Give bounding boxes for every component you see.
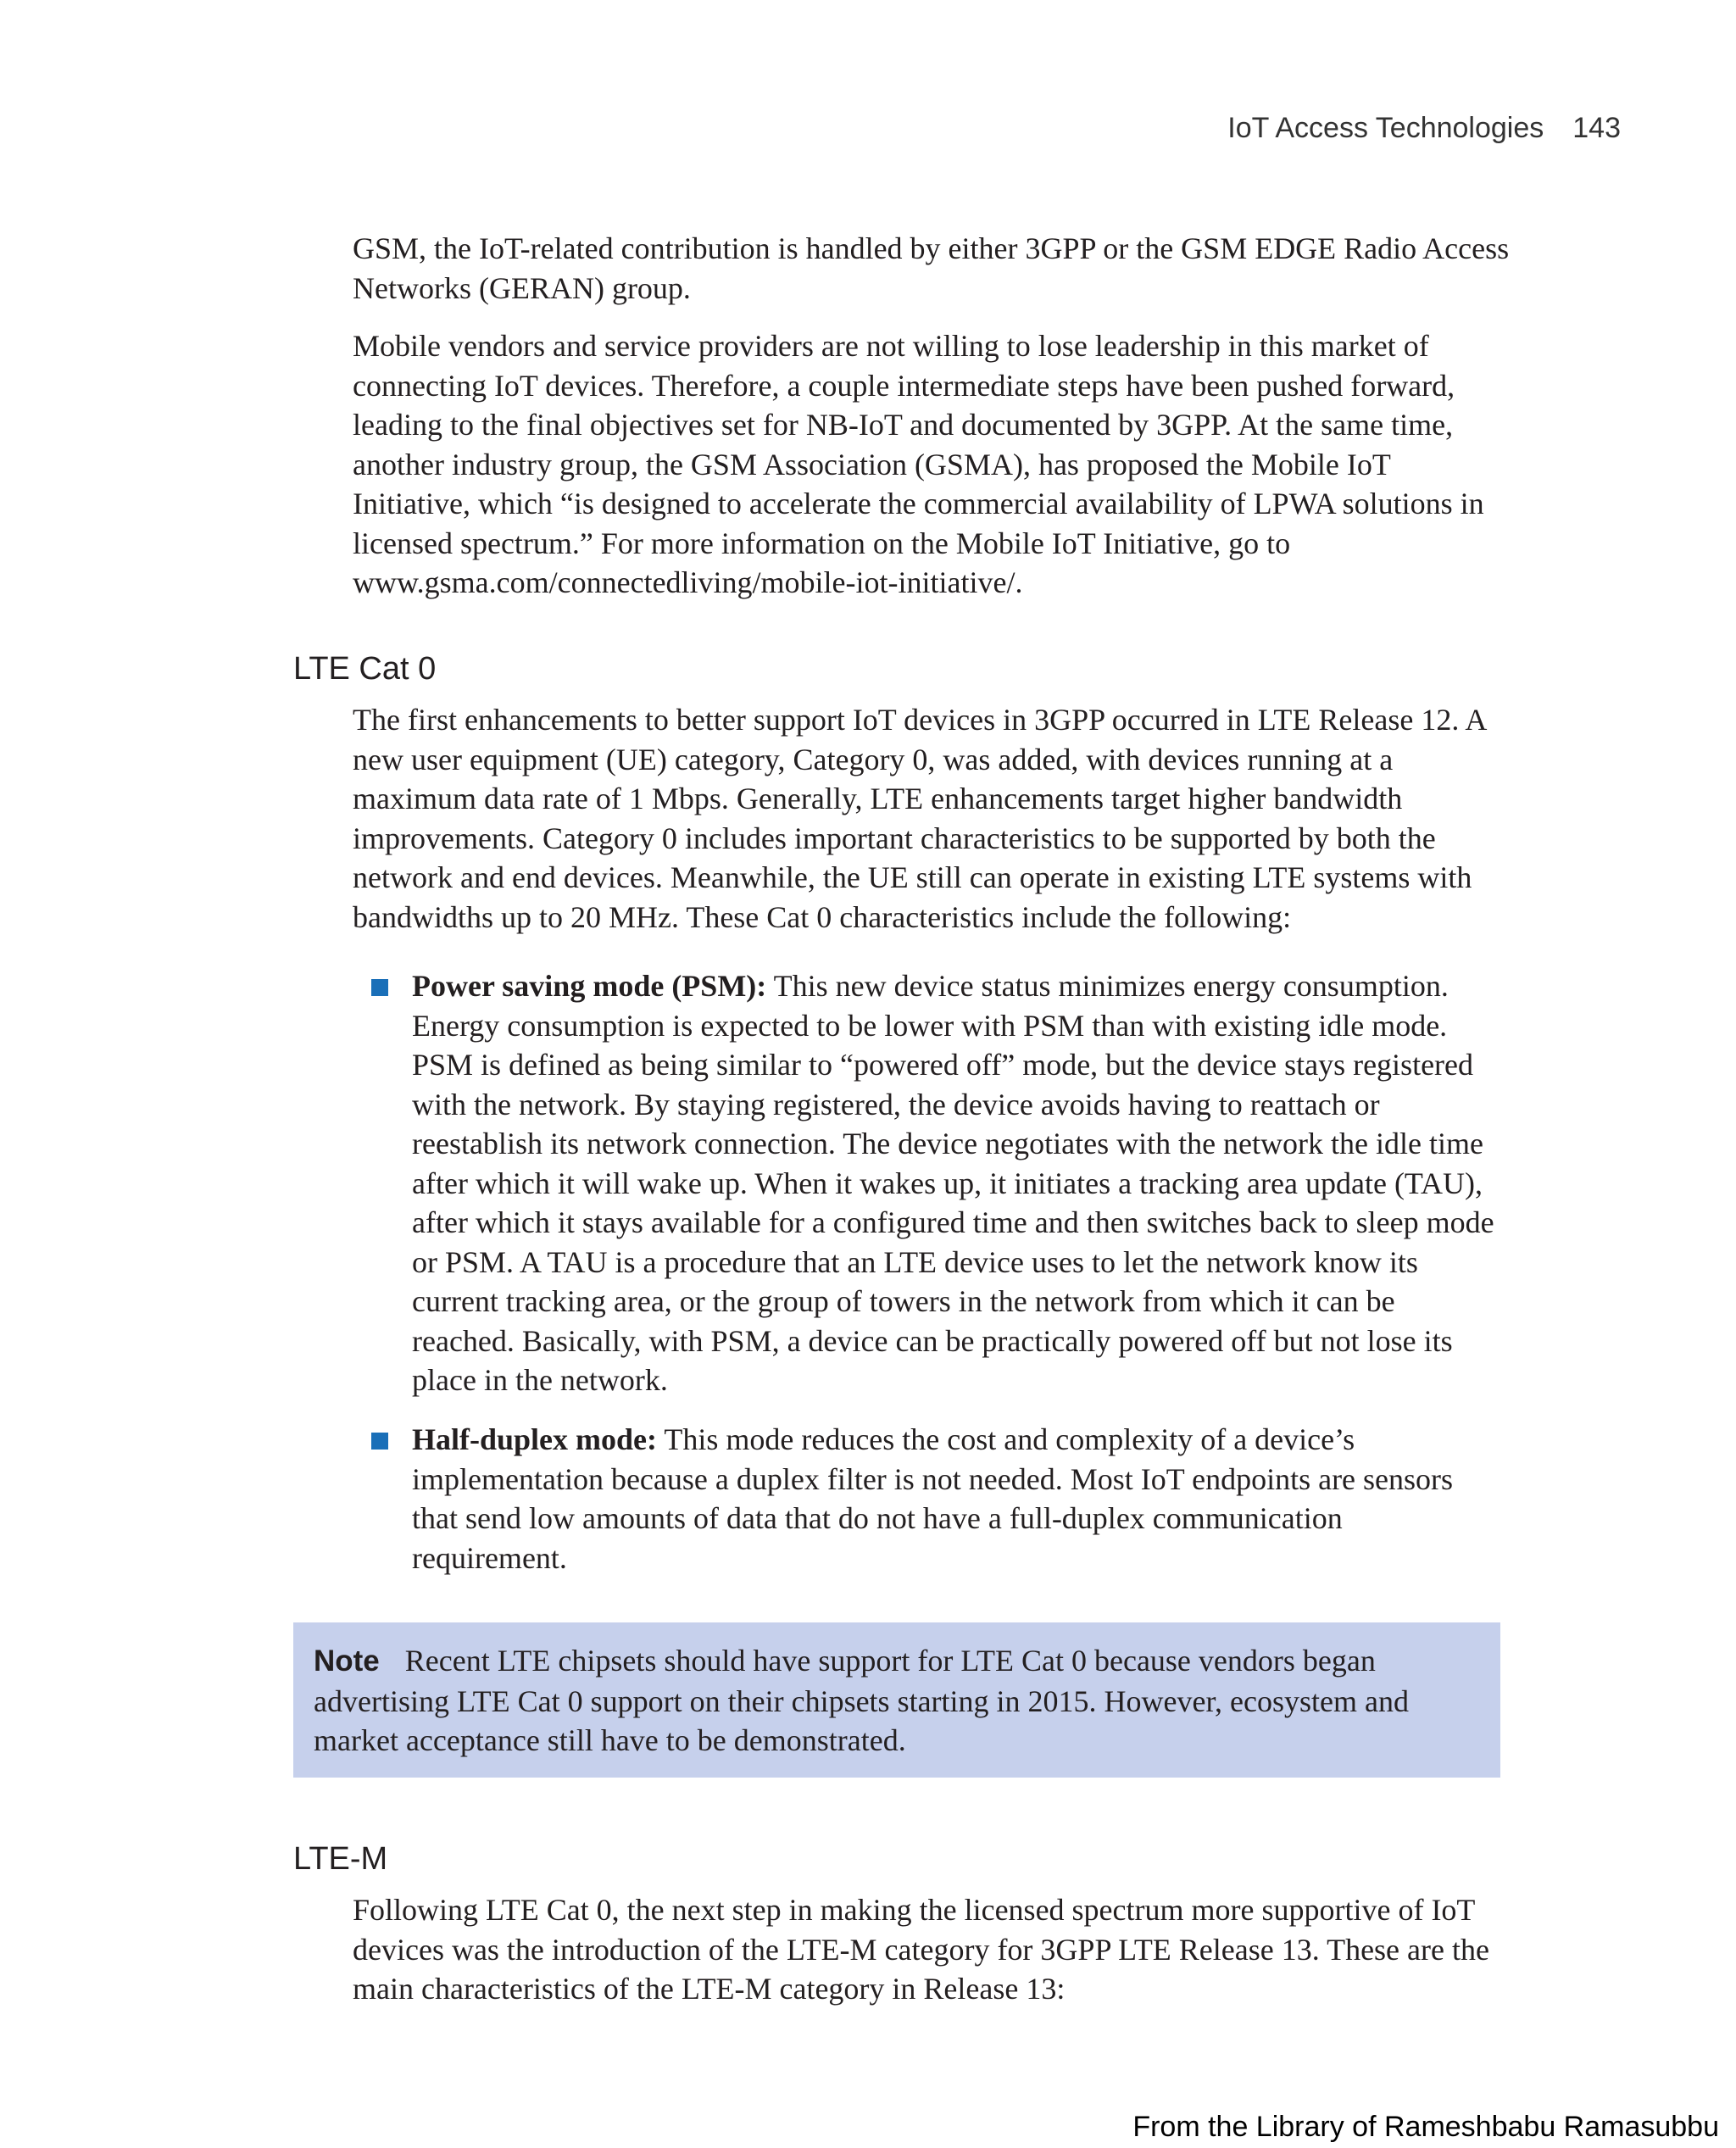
- bullet-term: Power saving mode (PSM):: [412, 969, 767, 1003]
- running-title: IoT Access Technologies: [1227, 112, 1544, 144]
- lte-cat-0-paragraph: The first enhancements to better support IoT devices in 3GPP occurred in LTE Release 12. A new user equipment (UE) category, Category 0, was added, with devices running at a maximum data rate of 1 Mbps. Generally, LTE enhancements target higher bandwidth improvements. Category 0 includes important characteristics to be supported by both the network and end devices. Meanwhile, the UE still can operate in existing LTE systems with bandwidths up to 20 MHz. These Cat 0 characteristics include the following:: [353, 703, 1486, 934]
- note-box: [293, 1622, 1500, 1778]
- bullet-square-icon: [371, 1420, 412, 1578]
- note-label: Note: [314, 1644, 380, 1678]
- bullet-term: Half-duplex mode:: [412, 1422, 658, 1456]
- lte-m-paragraph: Following LTE Cat 0, the next step in making the licensed spectrum more supportive of IoT devices was the introduction of the LTE-M category for 3GPP LTE Release 13. These are the main characteristics of the LTE-M category in Release 13:: [353, 1893, 1489, 2006]
- intro-paragraph-1: GSM, the IoT-related contribution is handled by either 3GPP or the GSM EDGE Radio Access Networks (GERAN) group.: [353, 231, 1510, 305]
- note-text: Recent LTE chipsets should have support for LTE Cat 0 because vendors began advertising LTE Cat 0 support on their chipsets starting in 2015. However, ecosystem and market acceptance still have to be demonstrated.: [314, 1644, 1409, 1757]
- bullet-text: This mode reduces the cost and complexity of a device’s implementation because a duplex filter is not needed. Most IoT endpoints are sensors that send low amounts of data that do not have a full-duplex communication requirement.: [412, 1422, 1454, 1575]
- bullet-text: This new device status minimizes energy consumption. Energy consumption is expected to be lower with PSM than with existing idle mode. PSM is defined as being similar to “powered off” mode, but the device stays registered with the network. By staying registered, the device avoids having to reattach or reestablish its network connection. The device negotiates with the network the idle time after which it will wake up. When it wakes up, it initiates a tracking area update (TAU), after which it stays available for a configured time and then switches back to sleep mode or PSM. A TAU is a procedure that an LTE device uses to let the network know its current tracking area, or the group of towers in the network from which it can be reached. Basically, with PSM, a device can be practically powered off but not lose its place in the network.: [412, 969, 1494, 1397]
- list-item-psm: [371, 966, 1499, 1400]
- bullet-square-icon: [371, 966, 412, 1400]
- section-heading-lte-m: LTE-M: [293, 1841, 388, 1877]
- page-number: 143: [1572, 112, 1621, 144]
- list-item-half-duplex: [371, 1420, 1499, 1578]
- intro-paragraph-2: Mobile vendors and service providers are not willing to lose leadership in this market of connecting IoT devices. Therefore, a couple intermediate steps have been pushed forward, leading to the final objectives set for NB-IoT and documented by 3GPP. At the same time, another industry group, the GSM Association (GSMA), has proposed the Mobile IoT Initiative, which “is designed to accelerate the commercial availability of LPWA solutions in licensed spectrum.” For more information on the Mobile IoT Initiative, go to www.gsma.com/connectedliving/mobile-iot-initiative/.: [353, 329, 1484, 599]
- library-watermark: From the Library of Rameshbabu Ramasubbu: [1132, 2111, 1719, 2143]
- section-heading-lte-cat-0: LTE Cat 0: [293, 651, 437, 687]
- running-header: [1227, 112, 1621, 145]
